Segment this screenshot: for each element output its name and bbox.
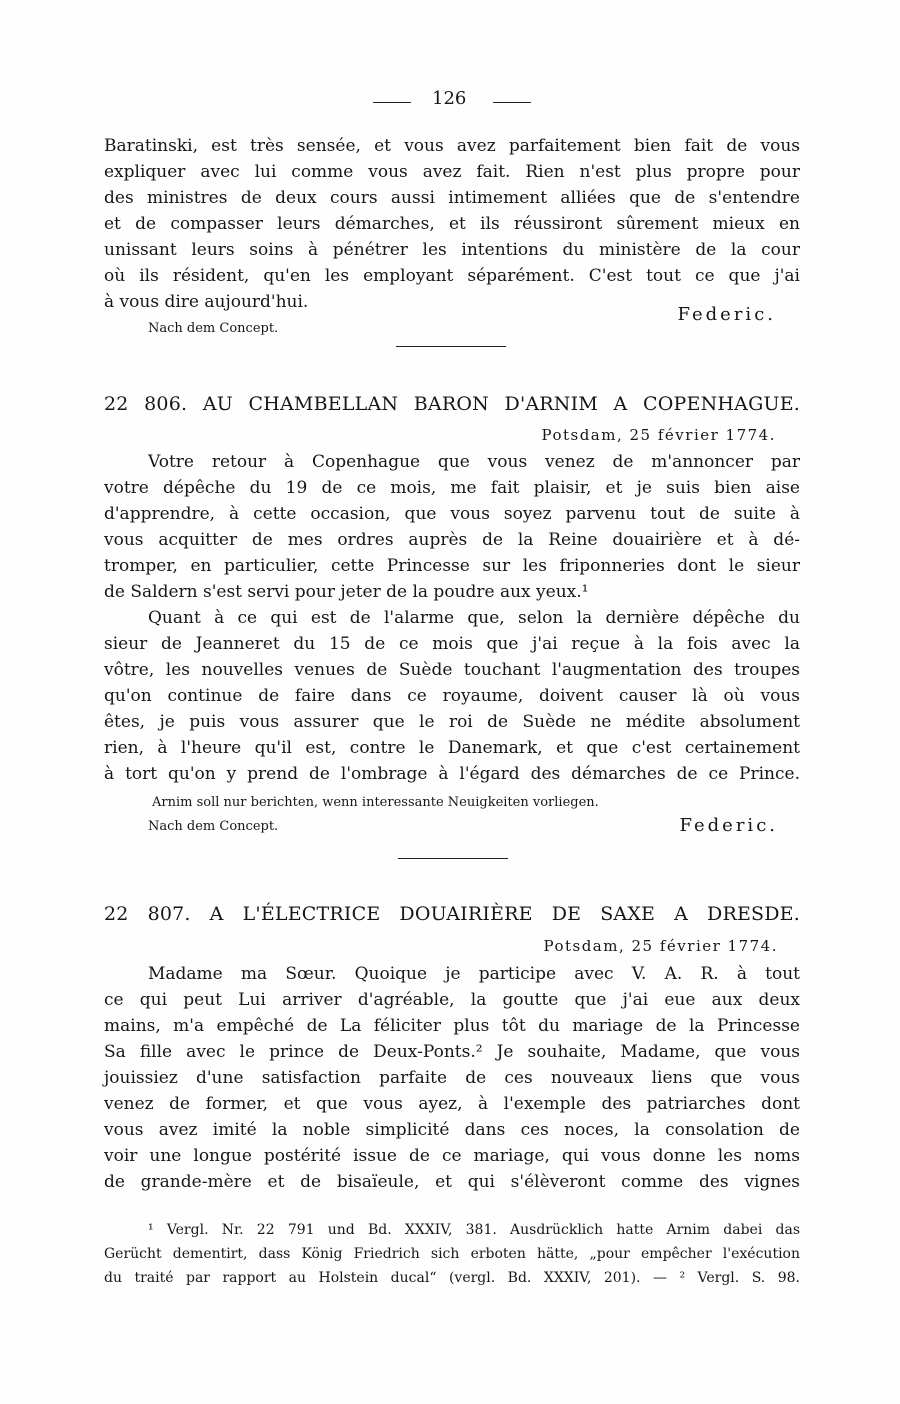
footnote-line: ¹ Vergl. Nr. 22 791 und Bd. XXXIV, 381. Ausdrücklich hatte Arnim dabei das — [148, 1222, 800, 1238]
source-note: Nach dem Concept. — [148, 819, 279, 834]
text-line: venez de former, et que vous ayez, à l'exemple des patriarches dont — [104, 1094, 800, 1114]
letter-date: Potsdam, 25 février 1774. — [543, 937, 778, 955]
letter-number: 22 806. — [104, 393, 188, 415]
text-line: Quant à ce qui est de l'alarme que, selon la dernière dépêche du — [148, 608, 800, 628]
text-line: de Saldern s'est servi pour jeter de la poudre aux yeux.¹ — [104, 582, 589, 602]
letter-heading — [104, 903, 800, 925]
text-line: Baratinski, est très sensée, et vous avez parfaitement bien fait de vous — [104, 136, 800, 156]
text-line: voir une longue postérité issue de ce mariage, qui vous donne les noms — [104, 1146, 800, 1166]
text-line: sieur de Jeanneret du 15 de ce mois que j'ai reçue à la fois avec la — [104, 634, 800, 654]
text-line: Sa fille avec le prince de Deux-Ponts.² Je souhaite, Madame, que vous — [104, 1042, 800, 1062]
letter-addressee: AU CHAMBELLAN BARON D'ARNIM A COPENHAGUE. — [202, 393, 800, 415]
page-number: 126 — [432, 88, 467, 109]
text-line: expliquer avec lui comme vous avez fait. Rien n'est plus propre pour — [104, 162, 800, 182]
text-line: ce qui peut Lui arriver d'agréable, la goutte que j'ai eue aux deux — [104, 990, 800, 1010]
letter-date: Potsdam, 25 février 1774. — [541, 426, 776, 444]
text-line: tromper, en particulier, cette Princesse sur les friponneries dont le sieur — [104, 556, 800, 576]
text-line: où ils résident, qu'en les employant séparément. C'est tout ce que j'ai — [104, 266, 800, 286]
text-line: unissant leurs soins à pénétrer les intentions du ministère de la cour — [104, 240, 800, 260]
text-line: Madame ma Sœur. Quoique je participe avec V. A. R. à tout — [148, 964, 800, 984]
page-number-dash-left — [373, 102, 411, 103]
text-line: qu'on continue de faire dans ce royaume, doivent causer là où vous — [104, 686, 800, 706]
text-line: jouissiez d'une satisfaction parfaite de ces nouveaux liens que vous — [104, 1068, 800, 1088]
section-divider — [398, 858, 508, 859]
text-line: vôtre, les nouvelles venues de Suède touchant l'augmentation des troupes — [104, 660, 800, 680]
text-line: vous acquitter de mes ordres auprès de la Reine douairière et à dé- — [104, 530, 800, 550]
page-number-dash-right — [493, 102, 531, 103]
text-line: de grande-mère et de bisaïeule, et qui s'élèveront comme des vignes — [104, 1172, 800, 1192]
text-line: à vous dire aujourd'hui. — [104, 292, 309, 312]
text-line: rien, à l'heure qu'il est, contre le Danemark, et que c'est certainement — [104, 738, 800, 758]
footnote-line: Gerücht dementirt, dass König Friedrich sich erboten hätte, „pour empêcher l'exécution — [104, 1246, 800, 1262]
text-line: d'apprendre, à cette occasion, que vous soyez parvenu tout de suite à — [104, 504, 800, 524]
letter-number: 22 807. — [104, 903, 191, 925]
text-line: et de compasser leurs démarches, et ils réussiront sûrement mieux en — [104, 214, 800, 234]
editorial-note: Arnim soll nur berichten, wenn interessante Neuigkeiten vorliegen. — [152, 795, 599, 810]
source-note: Nach dem Concept. — [148, 321, 279, 336]
text-line: à tort qu'on y prend de l'ombrage à l'égard des démarches de ce Prince. — [104, 764, 800, 784]
text-line: votre dépêche du 19 de ce mois, me fait plaisir, et je suis bien aise — [104, 478, 800, 498]
signature: Federic. — [679, 815, 778, 836]
text-line: Votre retour à Copenhague que vous venez de m'annoncer par — [148, 452, 800, 472]
footnote-line: du traité par rapport au Holstein ducal“ (vergl. Bd. XXXIV, 201). — ² Vergl. S. 98. — [104, 1270, 800, 1286]
letter-heading — [104, 393, 800, 415]
section-divider — [396, 346, 506, 347]
signature: Federic. — [677, 304, 776, 325]
text-line: des ministres de deux cours aussi intimement alliées que de s'entendre — [104, 188, 800, 208]
text-line: mains, m'a empêché de La féliciter plus tôt du mariage de la Princesse — [104, 1016, 800, 1036]
letter-addressee: A L'ÉLECTRICE DOUAIRIÈRE DE SAXE A DRESDE. — [209, 903, 800, 925]
text-line: êtes, je puis vous assurer que le roi de Suède ne médite absolument — [104, 712, 800, 732]
text-line: vous avez imité la noble simplicité dans ces noces, la consolation de — [104, 1120, 800, 1140]
